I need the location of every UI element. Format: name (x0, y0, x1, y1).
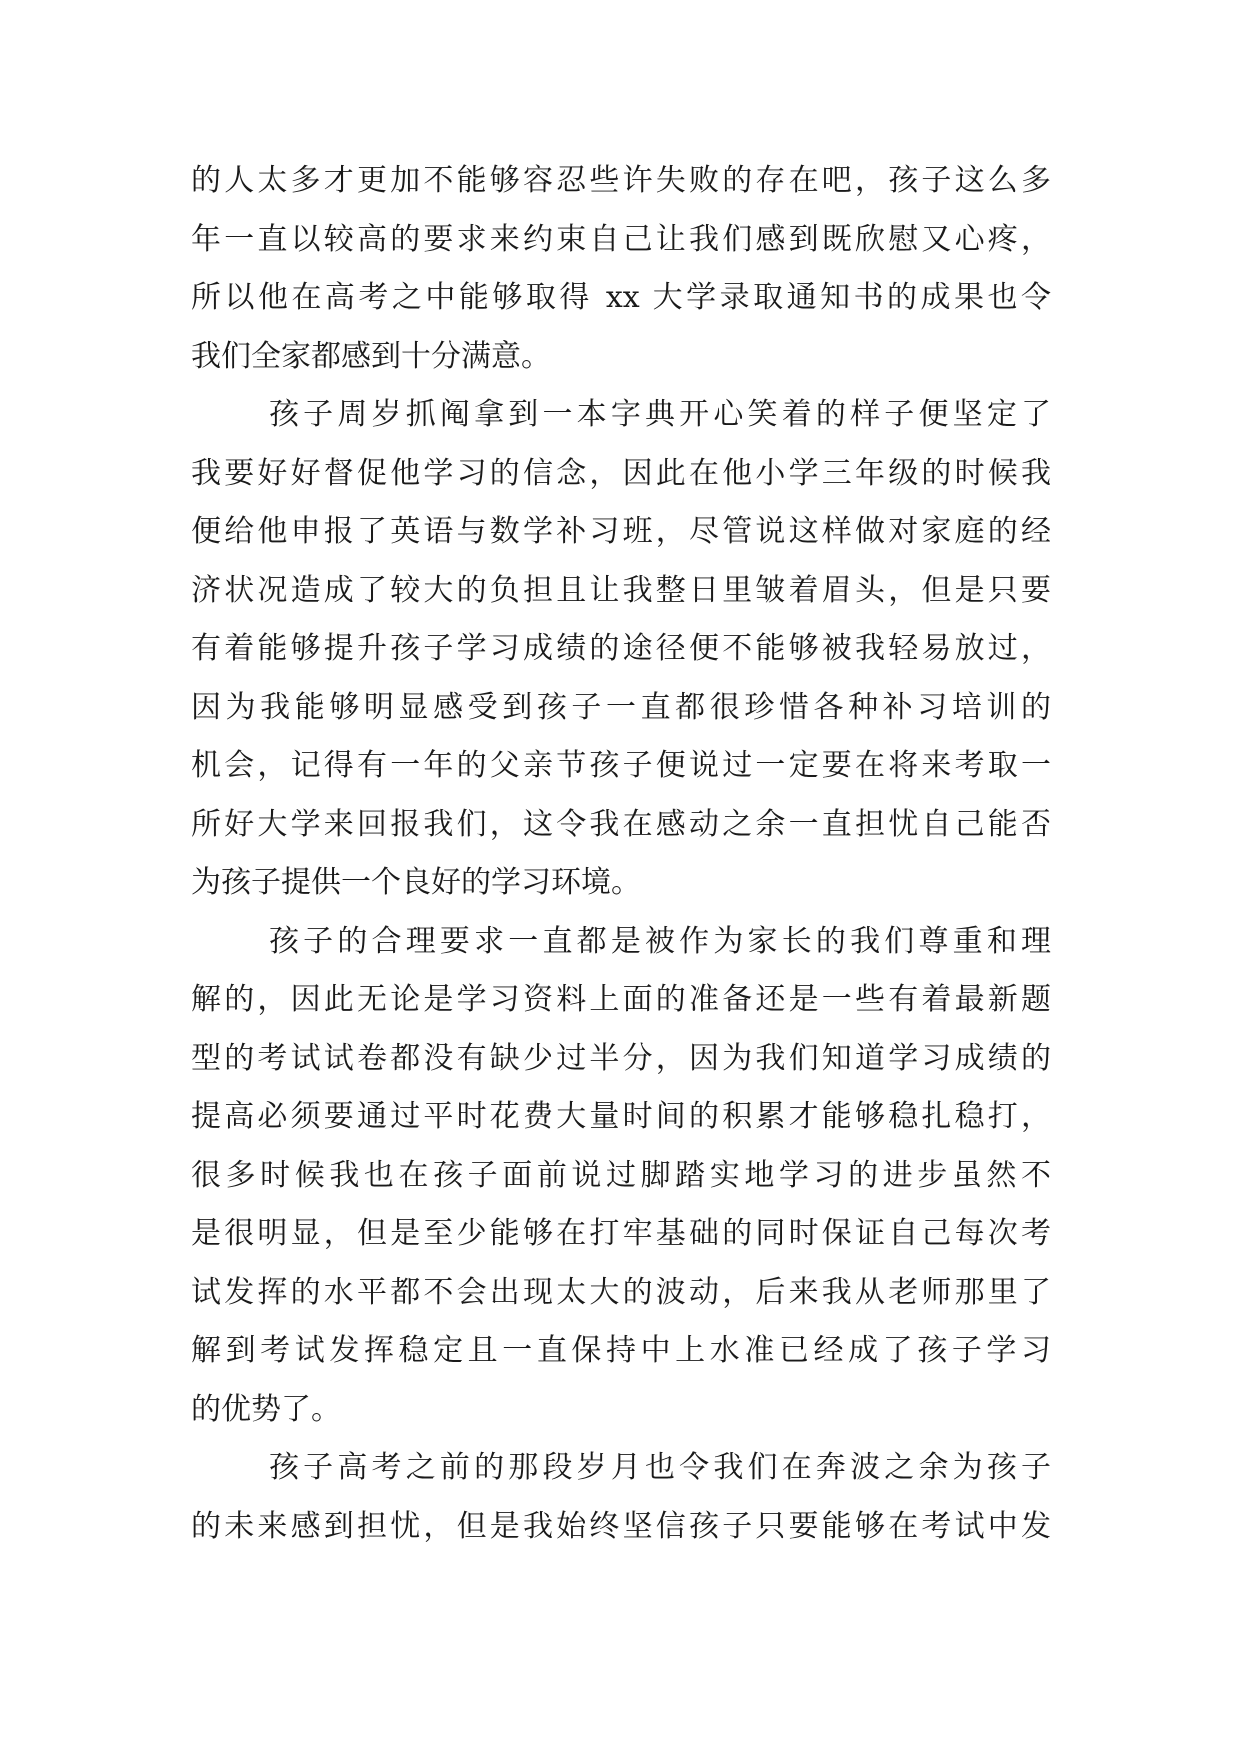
text-line: 因为我能够明显感受到孩子一直都很珍惜各种补习培训的 (191, 689, 1051, 725)
text-line: 解的，因此无论是学习资料上面的准备还是一些有着最新题 (191, 982, 1051, 1017)
text-line: 有着能够提升孩子学习成绩的途径便不能够被我轻易放过， (191, 631, 1051, 666)
text-line: 孩子的合理要求一直都是被作为家长的我们尊重和理 (269, 923, 1051, 959)
text-line: 所以他在高考之中能够取得 xx 大学录取通知书的成果也令 (191, 280, 1051, 315)
text-line: 孩子周岁抓阄拿到一本字典开心笑着的样子便坚定了 (269, 397, 1051, 432)
text-line: 提高必须要通过平时花费大量时间的积累才能够稳扎稳打， (191, 1099, 1051, 1134)
text-line: 便给他申报了英语与数学补习班，尽管说这样做对家庭的经 (191, 514, 1051, 549)
text-line: 试发挥的水平都不会出现太大的波动，后来我从老师那里了 (191, 1274, 1051, 1310)
text-line: 的未来感到担忧，但是我始终坚信孩子只要能够在考试中发 (191, 1508, 1051, 1544)
text-line: 解到考试发挥稳定且一直保持中上水准已经成了孩子学习 (191, 1333, 1051, 1368)
text-line: 的人太多才更加不能够容忍些许失败的存在吧，孩子这么多 (191, 163, 1051, 198)
text-line: 我要好好督促他学习的信念，因此在他小学三年级的时候我 (191, 455, 1051, 491)
text-line: 机会，记得有一年的父亲节孩子便说过一定要在将来考取一 (191, 748, 1051, 783)
text-line: 孩子高考之前的那段岁月也令我们在奔波之余为孩子 (269, 1450, 1051, 1485)
text-line: 济状况造成了较大的负担且让我整日里皱着眉头，但是只要 (191, 572, 1051, 608)
text-line: 很多时候我也在孩子面前说过脚踏实地学习的进步虽然不 (191, 1157, 1051, 1193)
text-line: 为孩子提供一个良好的学习环境。 (191, 865, 641, 900)
text-line: 所好大学来回报我们，这令我在感动之余一直担忧自己能否 (191, 806, 1051, 842)
text-line: 我们全家都感到十分满意。 (191, 338, 551, 374)
text-line: 的优势了。 (191, 1391, 341, 1427)
text-line: 是很明显，但是至少能够在打牢基础的同时保证自己每次考 (191, 1216, 1051, 1251)
text-line: 型的考试试卷都没有缺少过半分，因为我们知道学习成绩的 (191, 1040, 1051, 1076)
text-line: 年一直以较高的要求来约束自己让我们感到既欣慰又心疼， (191, 221, 1051, 257)
document-body (191, 152, 1051, 1556)
